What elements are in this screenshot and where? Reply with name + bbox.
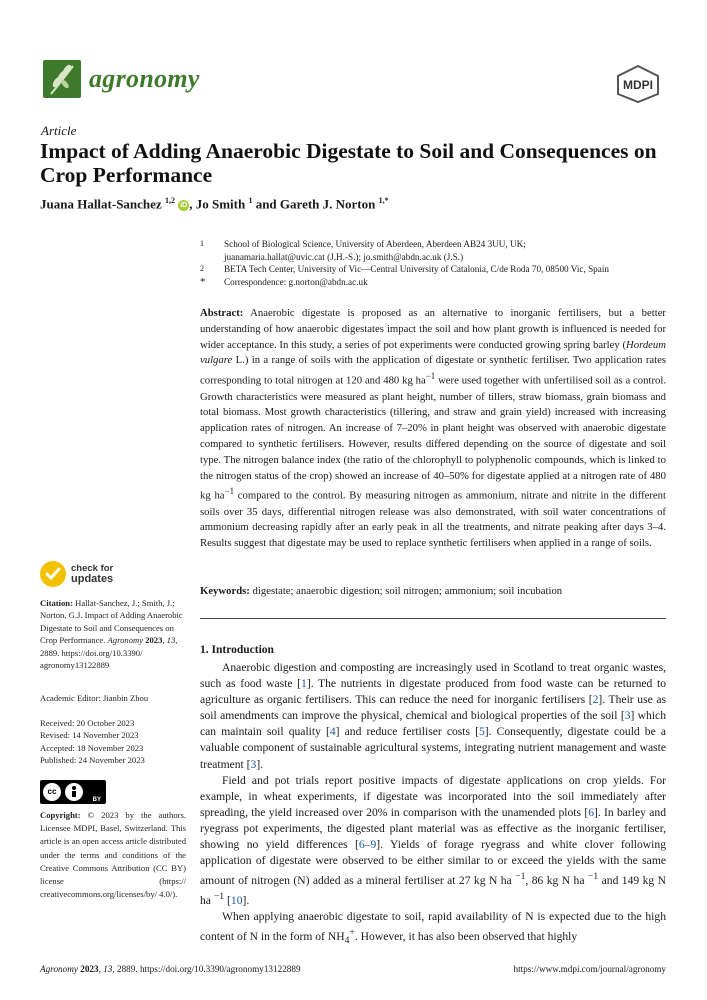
citation-link[interactable]: 1 bbox=[301, 677, 307, 691]
journal-name: agronomy bbox=[89, 64, 200, 93]
citation-block: Citation: Hallat-Sanchez, J.; Smith, J.; Norton, G.J. Impact of Adding Anaerobic Digestate to Soil and Consequences on Crop Performance. Agronomy 2023, 13, 2889. https://doi.org/10.3390/ agronomy13122889 bbox=[40, 598, 183, 671]
mdpi-logo[interactable] bbox=[613, 64, 663, 104]
author-affiliation: 1 bbox=[248, 196, 253, 205]
publication-dates bbox=[40, 717, 186, 767]
abstract-label: Abstract: bbox=[200, 307, 244, 319]
checkmark-icon bbox=[40, 561, 66, 587]
introduction-body bbox=[200, 660, 666, 949]
citation-link[interactable]: 4 bbox=[329, 725, 336, 739]
affiliation-row: 1 School of Biological Science, University of Aberdeen, Aberdeen AB24 3UU, UK; bbox=[200, 239, 526, 249]
paragraph: Field and pot trials report positive impacts of digestate applications on crop yields. For example, in wheat experiments, if digestate was incorporated into the soil immediately after spreading, the yield increased over 20% in comparison with the unamended plots [6]. In barley and ryegrass pot experiments, the digested plant material was as effective as the inorganic fertiliser, showing no yield differences [6–9]. Yields of forage ryegrass and white clover following application of digestate were observed to be either similar to or exceed the yields with the same amount of nitrogen (N) added as a mineral fertiliser at 27 kg N ha $^{-1}$, 86 kg N ha $^{-1}$ and 149 kg N ha $^{-1}$ [10]. bbox=[200, 773, 666, 908]
affiliation-row: juanamaria.hallat@uvic.cat (J.H.-S.); jo.smith@abdn.ac.uk (J.S.) bbox=[224, 251, 464, 262]
mdpi-logo-text: MDPI bbox=[623, 78, 653, 92]
author-name[interactable]: Gareth J. Norton bbox=[279, 196, 376, 212]
footer-citation: Agronomy 2023, 13, 2889. https://doi.org/10.3390/agronomy13122889 bbox=[40, 964, 301, 974]
copyright-notice: Copyright: © 2023 by the authors. Licensee MDPI, Basel, Switzerland. This article is an open access article distributed under the terms and conditions of the Creative Commons Attribution (CC BY) license (https:// creativecommons.org/licenses/by/ 4.0/). bbox=[40, 810, 186, 900]
divider bbox=[200, 618, 666, 619]
attribution-person-icon bbox=[65, 783, 83, 801]
keywords-label: Keywords: bbox=[200, 585, 250, 597]
journal-url[interactable]: https://www.mdpi.com/journal/agronomy bbox=[513, 964, 666, 974]
citation-link[interactable]: 6 bbox=[588, 805, 594, 819]
abstract: Abstract: Anaerobic digestate is proposed as an alternative to inorganic fertilisers, but a better understanding of how anaerobic digestates impact the soil and how plant growth is influenced is needed for wider acceptance. In this study, a series of pot experiments were conducted growing spring barley (Hordeum vulgare L.) in a range of soils with the application of digestate or synthetic fertiliser. Two application rates corresponding to total nitrogen at 120 and 480 kg $ha^{-1}$ were used together with unfertilised soil as a control. Growth characteristics were measured as plant height, number of tillers, straw biomass, grain biomass and total biomass. Most growth characteristics (tillering, and straw and grain yield) increased with increasing application rates of nitrogen. An increase of 7–20% in plant height was observed with anaerobic digestate compared to synthetic fertilisers. However, results differed depending on the source of digestate and soil type. The nitrogen balance index (the ratio of the chlorophyll to polyphenolic compounds, which is linked to the nitrogen status of the crop) showed an increase of 40–50% for digestate applied at a nitrogen rate of 480 kg $ha^{-1}$ compared to the control. By measuring nitrogen as ammonium, nitrate and nitrite in the different soils over 35 days, differential nitrogen release was also demonstrated, with soil water concentrations of ammonium decreasing rapidly after an early peak in all the treatments, and nitrate peaking after days 3–4. Results suggest that digestate may be used to replace synthetic fertilisers when applied in a range of soils. bbox=[200, 307, 667, 550]
author-name[interactable]: Jo Smith bbox=[195, 196, 246, 212]
author-list: Juana Hallat-Sanchez $^{1,2}$ iD , Jo Smith $^1$ and Gareth J. Norton $^{1,*}$ bbox=[40, 196, 389, 212]
article-type: Article bbox=[41, 123, 77, 138]
citation-link[interactable]: 3 bbox=[250, 757, 257, 771]
citation-link[interactable]: 10 bbox=[230, 894, 243, 908]
date-published: Published: 24 November 2023 bbox=[40, 755, 145, 766]
cc-icon: cc bbox=[43, 783, 61, 801]
date-revised: Revised: 14 November 2023 bbox=[40, 730, 139, 741]
correspondence-row: * Correspondence: g.norton@abdn.ac.uk bbox=[200, 275, 368, 288]
author-name[interactable]: Juana Hallat-Sanchez bbox=[40, 196, 162, 212]
check-for-updates-label: check for updates bbox=[71, 563, 114, 585]
cc-by-label: BY bbox=[92, 797, 101, 803]
paragraph: When applying anaerobic digestate to soil, rapid availability of N is expected due to the high content of N in the form of $NH_4^+$. However, it has also been observed that highly bbox=[200, 910, 666, 947]
section-heading: 1. Introduction bbox=[200, 644, 274, 656]
affiliations bbox=[200, 238, 670, 288]
citation-link[interactable]: 2 bbox=[592, 693, 599, 707]
author-affiliation: 1,* bbox=[378, 196, 389, 205]
keywords: Keywords: digestate; anaerobic digestion; soil nitrogen; ammonium; soil incubation bbox=[200, 585, 563, 597]
citation-link[interactable]: 3 bbox=[624, 709, 631, 723]
date-accepted: Accepted: 18 November 2023 bbox=[40, 742, 144, 753]
species-name: Hordeum vulgare bbox=[200, 338, 666, 367]
cc-license-badge[interactable] bbox=[40, 780, 106, 804]
affiliation-row: 2 BETA Tech Center, University of Vic—Central University of Catalonia, C/de Roda 70, 08500 Vic, Spain bbox=[200, 264, 609, 274]
author-affiliation: 1,2 bbox=[164, 196, 175, 205]
date-received: Received: 20 October 2023 bbox=[40, 718, 135, 728]
wheat-logo-icon bbox=[43, 60, 81, 98]
citation-link[interactable]: 5 bbox=[478, 725, 485, 739]
academic-editor: Academic Editor: Jianbin Zhou bbox=[40, 693, 149, 703]
check-for-updates-button[interactable] bbox=[40, 561, 113, 587]
paragraph: Anaerobic digestion and composting are increasingly used in Scotland to treat organic wastes, such as food waste [1]. The nutrients in digestate produced from food waste can be returned to agriculture as organic fertilisers. This can reduce the need for inorganic fertilisers [2]. Their use as soil amendments can improve the physical, chemical and biological properties of the soil [3] which can maintain soil quality [4] and reduce fertiliser costs [5]. Consequently, digestate could be a valuable component of sustainable agricultural systems, integrating nutrient management and waste treatment [3]. bbox=[200, 661, 667, 771]
citation-link[interactable]: 6–9 bbox=[358, 838, 377, 852]
journal-logo[interactable] bbox=[43, 60, 200, 98]
orcid-icon[interactable]: iD bbox=[180, 202, 188, 210]
article-title: Impact of Adding Anaerobic Digestate to Soil and Consequences on Crop Performance bbox=[40, 139, 657, 187]
